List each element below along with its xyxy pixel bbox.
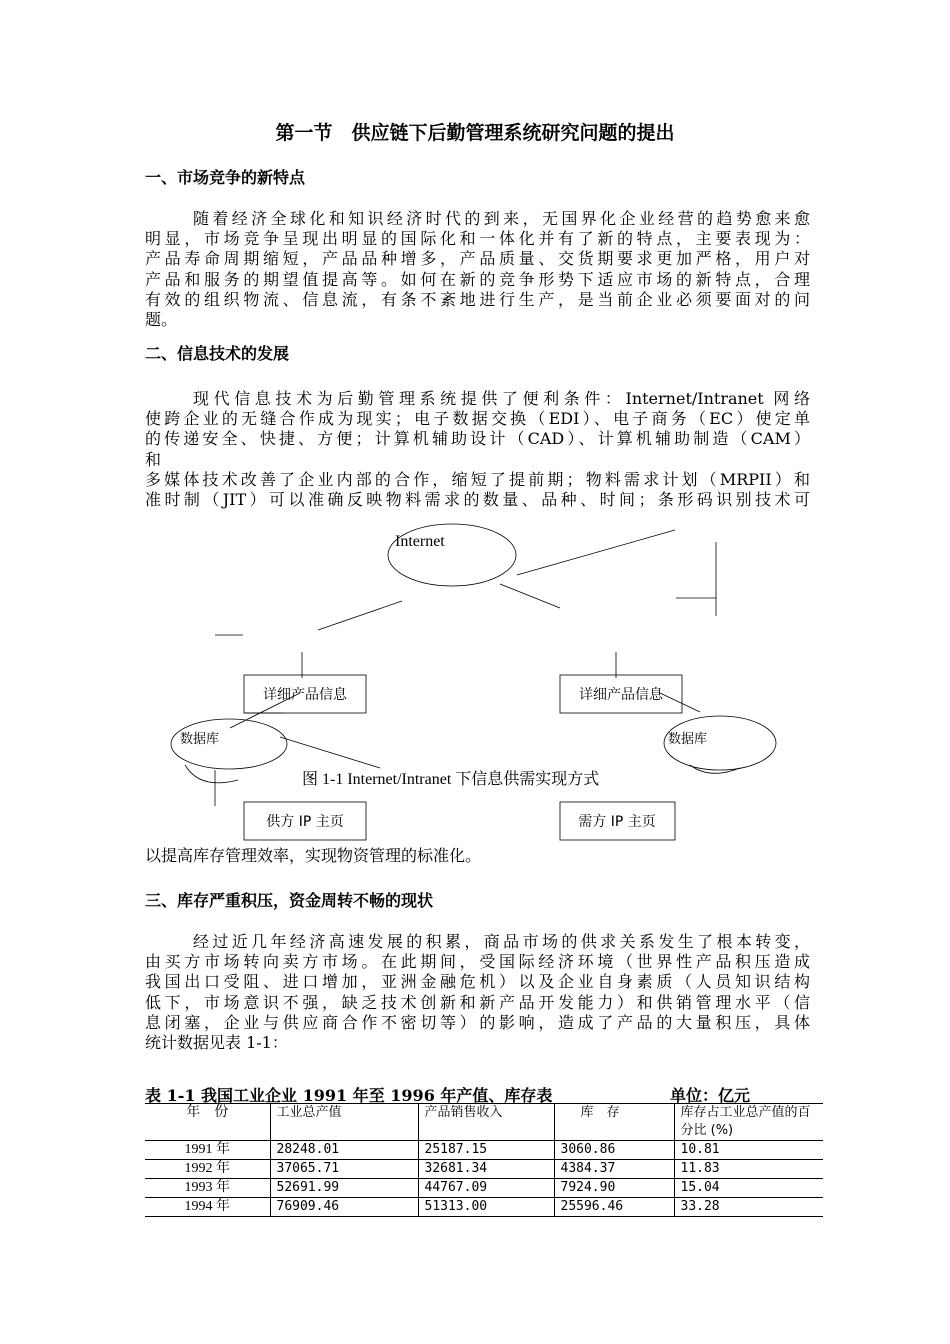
table-cell: 15.04 bbox=[674, 1179, 823, 1198]
paragraph-line: 的传递安全、快捷、方便；计算机辅助设计（CAD）、计算机辅助制造（CAM） bbox=[145, 429, 810, 449]
column-header: 产品销售收入 bbox=[418, 1104, 554, 1141]
table-cell: 76909.46 bbox=[270, 1198, 418, 1217]
paragraph-line: 产品寿命周期缩短，产品品种增多，产品质量、交货期要求更加严格，用户对 bbox=[145, 249, 810, 269]
paragraph-line: 使跨企业的无缝合作成为现实；电子数据交换（EDI）、电子商务（EC）使定单 bbox=[145, 409, 810, 429]
connector-line bbox=[318, 601, 402, 630]
table-cell: 37065.71 bbox=[270, 1160, 418, 1179]
table-row bbox=[145, 1198, 823, 1217]
section-2-paragraph bbox=[145, 389, 810, 510]
column-header: 工业总产值 bbox=[270, 1104, 418, 1141]
paragraph-line: 题。 bbox=[145, 310, 178, 330]
demander-label: 需方 IP 主页 bbox=[578, 814, 656, 830]
internet-label: Internet bbox=[395, 533, 445, 550]
column-header: 库 存 bbox=[554, 1104, 674, 1141]
right-db-label: 数据库 bbox=[668, 732, 708, 747]
table-header-row bbox=[145, 1104, 823, 1141]
table-cell: 1992 年 bbox=[145, 1160, 270, 1179]
table-cell: 1994 年 bbox=[145, 1198, 270, 1217]
page-title: 第一节 供应链下后勤管理系统研究问题的提出 bbox=[275, 122, 675, 144]
section-heading-2: 二、信息技术的发展 bbox=[145, 344, 290, 363]
column-header: 年 份 bbox=[145, 1104, 270, 1141]
paragraph-line: 和 bbox=[145, 449, 162, 469]
connector-line bbox=[500, 584, 560, 608]
table-cell: 25187.15 bbox=[418, 1141, 554, 1160]
table-cell: 32681.34 bbox=[418, 1160, 554, 1179]
paragraph-line: 由买方市场转向卖方市场。在此期间，受国际经济环境（世界性产品积压造成 bbox=[145, 952, 810, 972]
table-cell: 52691.99 bbox=[270, 1179, 418, 1198]
table-caption: 表 1-1 我国工业企业 1991 年至 1996 年产值、库存表 bbox=[145, 1086, 553, 1105]
table-cell: 33.28 bbox=[674, 1198, 823, 1217]
section-heading-1: 一、市场竞争的新特点 bbox=[145, 168, 306, 187]
paragraph-line: 息闭塞，企业与供应商合作不密切等）的影响，造成了产品的大量积压，具体 bbox=[145, 1012, 810, 1032]
paragraph-line: 产品和服务的期望值提高等。如何在新的竞争形势下适应市场的新特点，合理 bbox=[145, 269, 810, 289]
table-row bbox=[145, 1141, 823, 1160]
paragraph-continuation: 以提高库存管理效率，实现物资管理的标准化。 bbox=[145, 846, 482, 865]
table-cell: 51313.00 bbox=[418, 1198, 554, 1217]
table-cell: 28248.01 bbox=[270, 1141, 418, 1160]
table-cell: 11.83 bbox=[674, 1160, 823, 1179]
table-row bbox=[145, 1179, 823, 1198]
statistics-table bbox=[145, 1103, 823, 1217]
paragraph-line: 现代信息技术为后勤管理系统提供了便利条件：Internet/Intranet 网络 bbox=[193, 389, 810, 408]
table-cell: 10.81 bbox=[674, 1141, 823, 1160]
connector-line bbox=[660, 693, 700, 712]
figure-caption: 图 1-1 Internet/Intranet 下信息供需实现方式 bbox=[302, 771, 600, 788]
table-cell: 25596.46 bbox=[554, 1198, 674, 1217]
table-cell: 1993 年 bbox=[145, 1179, 270, 1198]
network-diagram bbox=[0, 520, 950, 850]
connector-line bbox=[517, 530, 675, 575]
paragraph-line: 统计数据见表 1-1： bbox=[145, 1033, 288, 1053]
paragraph-line: 多媒体技术改善了企业内部的合作，缩短了提前期；物料需求计划（MRPII）和 bbox=[145, 469, 810, 489]
table-row bbox=[145, 1160, 823, 1179]
paragraph-line: 随着经济全球化和知识经济时代的到来，无国界化企业经营的趋势愈来愈 bbox=[193, 209, 810, 228]
connector-line bbox=[280, 737, 380, 768]
left-db-label: 数据库 bbox=[180, 732, 220, 747]
table-cell: 3060.86 bbox=[554, 1141, 674, 1160]
table-cell: 4384.37 bbox=[554, 1160, 674, 1179]
table-cell: 44767.09 bbox=[418, 1179, 554, 1198]
table-cell: 1991 年 bbox=[145, 1141, 270, 1160]
section-1-paragraph bbox=[145, 209, 810, 330]
column-header: 库存占工业总产值的百分比 (%) bbox=[674, 1104, 823, 1141]
paragraph-line: 我国出口受阻、进口增加，亚洲金融危机）以及企业自身素质（人员知识结构 bbox=[145, 972, 810, 992]
paragraph-line: 准时制（JIT）可以准确反映物料需求的数量、品种、时间；条形码识别技术可 bbox=[145, 490, 810, 510]
section-heading-3: 三、库存严重积压，资金周转不畅的现状 bbox=[145, 891, 434, 910]
paragraph-line: 明显，市场竞争呈现出明显的国际化和一体化并有了新的特点，主要表现为： bbox=[145, 229, 810, 249]
left-detail-label: 详细产品信息 bbox=[263, 687, 347, 703]
paragraph-line: 低下，市场意识不强，缺乏技术创新和新产品开发能力）和供销管理水平（信 bbox=[145, 992, 810, 1012]
table-cell: 7924.90 bbox=[554, 1179, 674, 1198]
paragraph-line: 经过近几年经济高速发展的积累，商品市场的供求关系发生了根本转变， bbox=[193, 932, 810, 951]
paragraph-line: 有效的组织物流、信息流，有条不紊地进行生产，是当前企业必须要面对的问 bbox=[145, 289, 810, 309]
supplier-label: 供方 IP 主页 bbox=[266, 814, 344, 830]
right-detail-label: 详细产品信息 bbox=[579, 687, 663, 703]
section-3-paragraph bbox=[145, 932, 810, 1053]
table-unit: 单位：亿元 bbox=[670, 1086, 751, 1105]
